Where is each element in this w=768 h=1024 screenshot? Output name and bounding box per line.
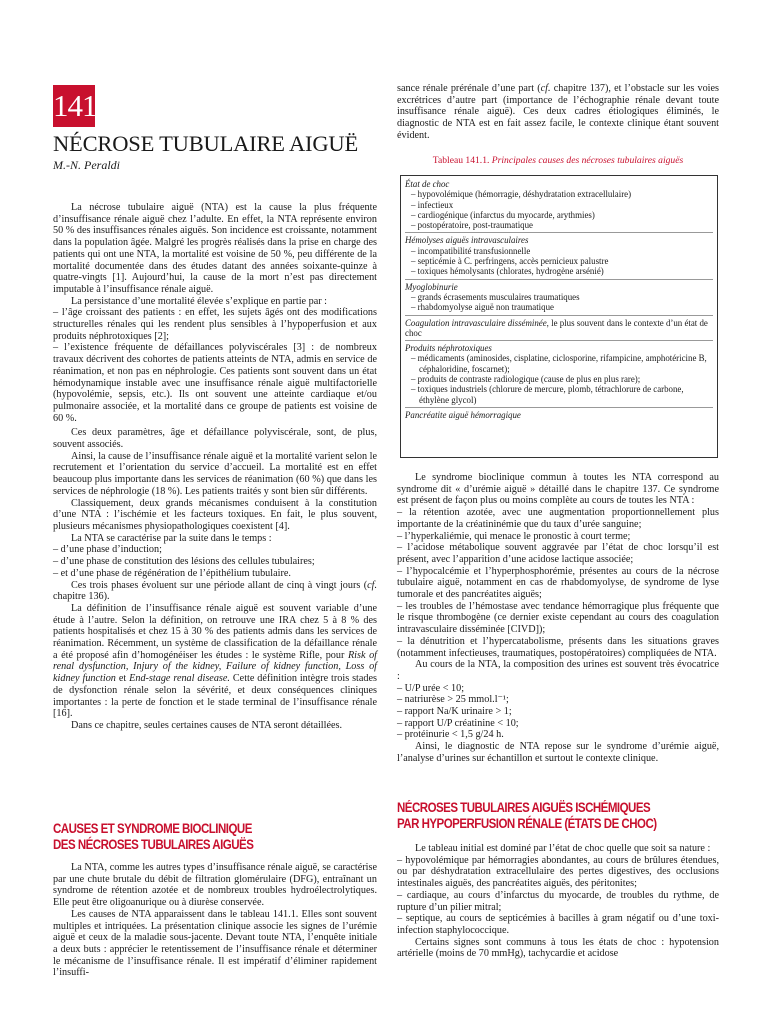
table-caption-text: Principales causes des nécroses tubulaires aiguës: [489, 155, 684, 166]
paragraph: Ainsi, le diagnostic de NTA repose sur le syndrome d’urémie aiguë, l’analyse d’urines sur échantillon et surtout le contexte clinique.: [397, 741, 719, 764]
table-item: – septicémie à C. perfringens, accès pernicieux palustre: [411, 256, 609, 267]
section-heading-line: PAR HYPOPERFUSION RÉNALE (ÉTATS DE CHOC): [397, 815, 657, 831]
chapter-title: NÉCROSE TUBULAIRE AIGUË: [53, 131, 358, 156]
section-heading-line: CAUSES ET SYNDROME BIOCLINIQUE: [53, 821, 252, 836]
table-item: – rhabdomyolyse aiguë non traumatique: [411, 302, 554, 313]
paragraph: [53, 580, 377, 603]
list-item: – cardiaque, au cours d’infarctus du myocarde, de troubles du rythme, de rupture d’un pilier mitral;: [397, 889, 719, 913]
paragraph: La NTA, comme les autres types d’insuffisance rénale aiguë, se caractérise par une chute brutale du débit de filtration glomérulaire (DFG), entraînant un syndrome de rétention azotée et de nombreux troubles hydroélectrolytiques. Elle peut être oligoanurique ou à diurèse conservée.: [53, 862, 377, 909]
table-item: – toxiques industriels (chlorure de mercure, plomb, tétrachlorure de carbone, éthylène glycol): [411, 384, 684, 405]
list-item: – rapport Na/K urinaire > 1;: [397, 706, 512, 718]
list-item: – l’hyperkaliémie, qui menace le pronostic à court terme;: [397, 530, 631, 542]
list-item: – protéinurie < 1,5 g/24 h.: [397, 729, 504, 741]
table-item: – médicaments (aminosides, cisplatine, ciclosporine, rifampicine, amphotéricine B, céphaloridine, foscarnet);: [411, 353, 707, 374]
text-run: Ces trois phases évoluent sur une période allant de cinq à vingt jours (: [71, 579, 368, 591]
table-item: – postopératoire, post-traumatique: [411, 220, 533, 231]
table-group-heading: Coagulation intravasculaire disséminée: [405, 317, 547, 328]
intro-paragraph: La persistance d’une mortalité élevée s’explique en partie par :: [71, 295, 327, 307]
table-divider: [405, 407, 713, 408]
paragraph: [397, 83, 719, 142]
list-item: – et d’une phase de régénération de l’épithélium tubulaire.: [53, 567, 291, 579]
table-divider: [405, 279, 713, 280]
paragraph: Ces deux paramètres, âge et défaillance polyviscérale, sont, de plus, souvent associés.: [53, 427, 377, 451]
table-item: – grands écrasements musculaires traumatiques: [411, 291, 580, 302]
text-run: La définition de l’insuffisance rénale aiguë est souvent variable d’une étude à l’autre. Selon la définition, on retrouve une IRA chez 5 à 8 % des patients hospitalisés et chez 15 à 30 % des patients admis dans les services de réanimation. Récemment, un système de classification de la défaillance rénale a été proposé afin d’homogénéiser les études : le système Rifle, pour: [53, 602, 377, 661]
list-item: – d’une phase de constitution des lésions des cellules tubulaires;: [53, 556, 315, 568]
list-item: – rapport U/P créatinine < 10;: [397, 717, 519, 729]
table-caption-label: Tableau 141.1.: [432, 155, 490, 166]
section-heading-line: DES NÉCROSES TUBULAIRES AIGUËS: [53, 836, 254, 852]
list-item: – l’acidose métabolique souvent aggravée par l’état de choc lorsqu’il est présent, avec l’apparition d’une acidose lactique associée;: [397, 542, 719, 565]
paragraph: Ainsi, la cause de l’insuffisance rénale aiguë et la mortalité varient selon le recrutement et l’orientation du service d’accueil. La mortalité est en effet beaucoup plus importante dans les services de réanimation (60 %) que dans les services de néphrologie (18 %). Les patients traités y sont bien sûr différents.: [53, 450, 377, 497]
list-item: – d’une phase d’induction;: [53, 544, 162, 556]
table-group: [405, 410, 713, 420]
text-run: sance rénale prérénale d’une part (: [397, 83, 541, 94]
list-item: – les troubles de l’hémostase avec tendance hémorragique plus fréquente que le risque thrombogène (ce dernier existe cependant au cours des coagulation intravasculaire disséminée [CIVD]);: [397, 600, 719, 636]
list-item: – la dénutrition et l’hypercatabolisme, présents dans les situations graves (notamment infectieuses, traumatiques, postopératoires) compliquées de NTA.: [397, 635, 719, 659]
table-group: [405, 235, 713, 276]
text-run: chapitre 137), et l’obstacle sur les voies excrétrices d’autre part (importance de l’échographie rénale devant toute insuffisance rénale aiguë). Ces deux cadres étiologiques éliminés, le diagnostic de NTA est en fait assez facile, le contexte clinique étant souvent évident.: [397, 83, 719, 141]
list-item: – septique, au cours de septicémies à bacilles à gram négatif ou d’une toxi-infection staphylococcique.: [397, 913, 719, 936]
table-group-heading: État de choc: [405, 179, 450, 189]
paragraph: Certains signes sont communs à tous les états de choc : hypotension artérielle (moins de 70 mmHg), tachycardie et acidose: [397, 936, 719, 960]
list-item: – hypovolémique par hémorragies abondantes, au cours de brûlures étendues, ou par déshydratation extracellulaire des pertes digestives, des occlusions intestinales aiguës, des pancréatites aiguës, des péritonites;: [397, 854, 719, 890]
paragraph: Classiquement, deux grands mécanismes conduisent à la constitution d’une NTA : l’ischémie et les facteurs toxiques. En fait, le plus souvent, plusieurs mécanismes physiopathologiques coexistent [4].: [53, 497, 377, 532]
table-divider: [405, 315, 713, 316]
text-run: et: [115, 673, 130, 685]
table-group: [405, 343, 713, 405]
list-item: – l’existence fréquente de défaillances polyviscérales [3] : de nombreux travaux décrivent des cohortes de patients atteints de NTA, admis en service de réanimation, et non pas en néphrologie. Ces patients sont souvent dans un état hémodynamique instable avec une insuffisance rénale aiguë multifactorielle (hypovolémie, sepsis, etc.). Ils ont souvent une atteinte cardiaque et/ou pulmonaire associée, et la mortalité dans ce groupe de patients est voisine de 60 %.: [53, 342, 377, 424]
paragraph: Les causes de NTA apparaissent dans le tableau 141.1. Elles sont souvent multiples et intriquées. La présentation clinique associe les signes de l’urémie aiguë et ceux de la maladie sous-jacente. Devant toute NTA, l’enquête initiale a deux buts : apprécier le retentissement de l’insuffisance rénale et déterminer le mécanisme de l’insuffisance rénale. Il est impératif d’éliminer rapidement l’insuffi-: [53, 908, 377, 979]
paragraph: La NTA se caractérise par la suite dans le temps :: [71, 532, 272, 544]
paragraph-definition: [53, 603, 377, 720]
table-group-heading: Produits néphrotoxiques: [405, 343, 492, 354]
table-divider: [405, 340, 713, 341]
table-group-heading: Pancréatite aiguë hémorragique: [405, 409, 521, 420]
list-item: – l’hypocalcémie et l’hyperphosphorémie, présentes au cours de la nécrose tubulaire aiguë, notamment en cas de rhabdomyolyse, de syndrome de lyse tumorale et des pancréatites aiguës;: [397, 565, 719, 601]
list-item: – U/P urée < 10;: [397, 682, 465, 694]
right-column-top: [397, 83, 719, 142]
list-item: – natriurèse > 25 mmol.l⁻¹;: [397, 694, 509, 706]
right-column-text: [397, 472, 719, 765]
section-heading: [53, 821, 253, 852]
table-group: [405, 282, 713, 313]
table-group: [405, 318, 713, 339]
chapter-author: M.-N. Peraldi: [53, 158, 120, 172]
chapter-number: 141: [53, 85, 95, 127]
paragraph: Le syndrome bioclinique commun à toutes les NTA correspond au syndrome dit « d’urémie aiguë » détaillé dans le chapitre 137. Ce syndrome est présent de façon plus ou moins complète au cours de toutes les NTA :: [397, 472, 719, 507]
table-group-text: , le plus souvent dans le contexte d’un état de choc: [405, 317, 708, 338]
list-item: – l’âge croissant des patients : en effet, les sujets âgés ont des modifications structurelles rénales qui les rendent plus sensibles à l’hypoperfusion et aux produits néphrotoxiques [2];: [53, 307, 377, 342]
text-run-italic: cf.: [540, 83, 551, 94]
section-heading-line: NÉCROSES TUBULAIRES AIGUËS ISCHÉMIQUES: [397, 800, 651, 815]
table-item: – toxiques hémolysants (chlorates, hydrogène arsénié): [411, 266, 604, 277]
section2-text: [397, 843, 719, 960]
text-run-italic: Risk of renal dysfunction, Injury of the kidney, Failure of kidney function, Loss of kidney function: [53, 649, 377, 685]
table-item: – produits de contraste radiologique (cause de plus en plus rare);: [411, 374, 641, 385]
text-run: chapitre 136).: [53, 591, 110, 603]
paragraph: Le tableau initial est dominé par l’état de choc quelle que soit sa nature :: [415, 843, 711, 854]
list-item: – la rétention azotée, avec une augmentation proportionnellement plus importante de la créatininémie que du taux d’urée sanguine;: [397, 507, 719, 530]
table-divider: [405, 232, 713, 233]
table-item: – hypovolémique (hémorragie, déshydratation extracellulaire): [411, 189, 632, 200]
section-heading: [397, 800, 657, 831]
text-run-italic: cf.: [367, 579, 377, 591]
table-group-heading: Myoglobinurie: [405, 281, 458, 292]
table-group-heading: Hémolyses aiguës intravasculaires: [405, 235, 529, 246]
text-run: Cette définition intègre trois stades de dysfonction rénale selon la sévérité, et deux conséquences cliniques importantes : la perte de fonction et le stade terminal de l’insuffisance rénale [16].: [53, 673, 377, 720]
left-column-text: [53, 202, 377, 732]
intro-paragraph: La nécrose tubulaire aiguë (NTA) est la cause la plus fréquente d’insuffisance rénale aiguë chez l’adulte. En effet, la NTA représente environ 50 % des insuffisances rénales aiguës. Son incidence est croissante, notamment dans la population âgée. Malgré les progrès réalisés dans la prise en charge des patients qui ont une NTA, la mortalité est voisine de 50 %, peu différente de la mortalité documentée dans des études datant des années soixante-quinze à quatre-vingts [1]. Aujourd’hui, la cause de la mort n’est pas directement imputable à l’insuffisance rénale aiguë.: [53, 202, 377, 295]
table-item: – infectieux: [411, 199, 454, 210]
text-run-italic: End-stage renal disease.: [129, 673, 230, 685]
table-item: – incompatibilité transfusionnelle: [411, 245, 531, 256]
paragraph: Dans ce chapitre, seules certaines causes de NTA seront détaillées.: [71, 719, 343, 731]
causes-table: [400, 175, 718, 458]
table-group: [405, 179, 713, 230]
paragraph: Au cours de la NTA, la composition des urines est souvent très évocatrice :: [397, 659, 719, 682]
table-caption: [397, 155, 719, 166]
table-item: – cardiogénique (infarctus du myocarde, arythmies): [411, 209, 595, 220]
section1-text: [53, 862, 377, 979]
